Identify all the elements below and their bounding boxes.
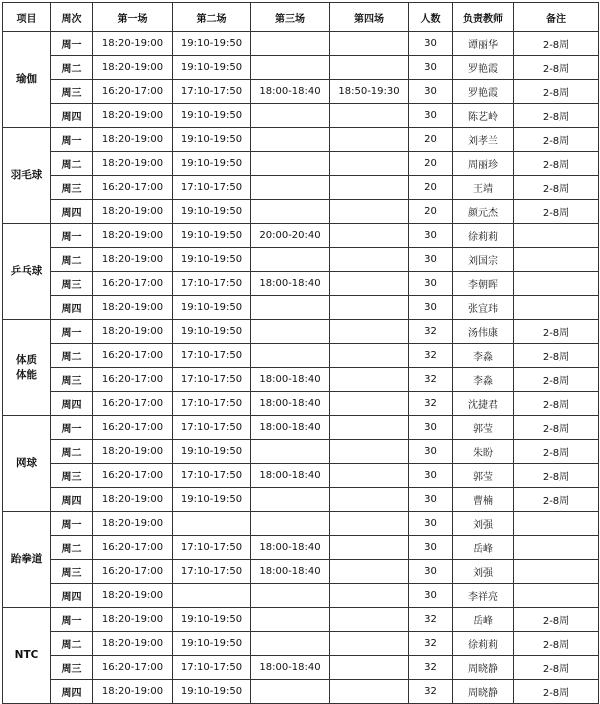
session-2-cell: 19:10-19:50 [173, 320, 251, 344]
note-cell [514, 512, 599, 536]
teacher-cell: 汤伟康 [453, 320, 514, 344]
session-3-cell [251, 608, 330, 632]
note-cell: 2-8周 [514, 416, 599, 440]
project-cell: 瑜伽 [3, 32, 51, 128]
note-cell: 2-8周 [514, 632, 599, 656]
session-2-cell: 19:10-19:50 [173, 200, 251, 224]
teacher-cell: 刘国宗 [453, 248, 514, 272]
session-3-cell [251, 680, 330, 704]
session-4-cell [330, 272, 409, 296]
capacity-cell: 30 [409, 224, 453, 248]
session-4-cell [330, 440, 409, 464]
session-3-cell: 18:00-18:40 [251, 80, 330, 104]
session-2-cell: 19:10-19:50 [173, 56, 251, 80]
note-cell: 2-8周 [514, 392, 599, 416]
teacher-cell: 徐莉莉 [453, 632, 514, 656]
session-2-cell: 19:10-19:50 [173, 608, 251, 632]
week-cell: 周三 [51, 368, 93, 392]
header-row [3, 3, 599, 32]
table-row [3, 680, 599, 704]
teacher-cell: 岳峰 [453, 608, 514, 632]
table-row [3, 392, 599, 416]
session-1-cell: 18:20-19:00 [93, 320, 173, 344]
note-cell [514, 248, 599, 272]
session-2-cell: 19:10-19:50 [173, 488, 251, 512]
session-2-cell: 17:10-17:50 [173, 536, 251, 560]
session-2-cell: 19:10-19:50 [173, 104, 251, 128]
header-cell: 周次 [51, 3, 93, 32]
session-3-cell: 18:00-18:40 [251, 416, 330, 440]
table-row [3, 104, 599, 128]
session-3-cell [251, 320, 330, 344]
session-3-cell: 20:00-20:40 [251, 224, 330, 248]
header-cell: 第四场 [330, 3, 409, 32]
session-4-cell [330, 152, 409, 176]
session-1-cell: 18:20-19:00 [93, 680, 173, 704]
capacity-cell: 30 [409, 440, 453, 464]
table-row [3, 296, 599, 320]
week-cell: 周二 [51, 632, 93, 656]
note-cell: 2-8周 [514, 80, 599, 104]
session-4-cell [330, 176, 409, 200]
teacher-cell: 刘强 [453, 512, 514, 536]
session-1-cell: 16:20-17:00 [93, 656, 173, 680]
week-cell: 周三 [51, 464, 93, 488]
note-cell [514, 584, 599, 608]
session-3-cell [251, 632, 330, 656]
note-cell [514, 272, 599, 296]
session-4-cell [330, 296, 409, 320]
note-cell: 2-8周 [514, 464, 599, 488]
session-1-cell: 18:20-19:00 [93, 32, 173, 56]
session-2-cell: 19:10-19:50 [173, 152, 251, 176]
week-cell: 周四 [51, 488, 93, 512]
table-row [3, 128, 599, 152]
table-row [3, 464, 599, 488]
note-cell: 2-8周 [514, 680, 599, 704]
header-cell: 人数 [409, 3, 453, 32]
teacher-cell: 张宜玮 [453, 296, 514, 320]
table-row [3, 488, 599, 512]
project-cell: 网球 [3, 416, 51, 512]
project-cell: 羽毛球 [3, 128, 51, 224]
note-cell: 2-8周 [514, 440, 599, 464]
teacher-cell: 陈艺岭 [453, 104, 514, 128]
teacher-cell: 王靖 [453, 176, 514, 200]
session-4-cell [330, 416, 409, 440]
table-row [3, 440, 599, 464]
session-3-cell [251, 296, 330, 320]
capacity-cell: 30 [409, 584, 453, 608]
capacity-cell: 30 [409, 80, 453, 104]
header-cell: 负责教师 [453, 3, 514, 32]
session-3-cell: 18:00-18:40 [251, 656, 330, 680]
week-cell: 周四 [51, 296, 93, 320]
session-3-cell [251, 584, 330, 608]
session-1-cell: 18:20-19:00 [93, 128, 173, 152]
session-3-cell [251, 248, 330, 272]
session-2-cell: 17:10-17:50 [173, 464, 251, 488]
note-cell: 2-8周 [514, 368, 599, 392]
session-1-cell: 18:20-19:00 [93, 152, 173, 176]
session-4-cell [330, 632, 409, 656]
session-1-cell: 18:20-19:00 [93, 200, 173, 224]
week-cell: 周二 [51, 440, 93, 464]
session-3-cell [251, 488, 330, 512]
session-2-cell: 17:10-17:50 [173, 368, 251, 392]
session-3-cell [251, 512, 330, 536]
session-2-cell: 19:10-19:50 [173, 296, 251, 320]
session-1-cell: 16:20-17:00 [93, 560, 173, 584]
teacher-cell: 郭莹 [453, 416, 514, 440]
session-3-cell [251, 152, 330, 176]
capacity-cell: 20 [409, 200, 453, 224]
session-4-cell [330, 488, 409, 512]
note-cell: 2-8周 [514, 56, 599, 80]
note-cell: 2-8周 [514, 152, 599, 176]
capacity-cell: 20 [409, 176, 453, 200]
capacity-cell: 30 [409, 56, 453, 80]
teacher-cell: 徐莉莉 [453, 224, 514, 248]
week-cell: 周四 [51, 392, 93, 416]
week-cell: 周二 [51, 56, 93, 80]
week-cell: 周一 [51, 224, 93, 248]
session-4-cell [330, 512, 409, 536]
week-cell: 周四 [51, 200, 93, 224]
header-cell: 备注 [514, 3, 599, 32]
session-1-cell: 18:20-19:00 [93, 632, 173, 656]
session-1-cell: 18:20-19:00 [93, 296, 173, 320]
session-2-cell: 17:10-17:50 [173, 176, 251, 200]
session-1-cell: 18:20-19:00 [93, 488, 173, 512]
session-2-cell: 19:10-19:50 [173, 680, 251, 704]
table-row [3, 80, 599, 104]
teacher-cell: 刘孝兰 [453, 128, 514, 152]
teacher-cell: 岳峰 [453, 536, 514, 560]
session-2-cell: 19:10-19:50 [173, 224, 251, 248]
capacity-cell: 30 [409, 104, 453, 128]
session-2-cell: 17:10-17:50 [173, 80, 251, 104]
session-2-cell: 17:10-17:50 [173, 272, 251, 296]
week-cell: 周一 [51, 32, 93, 56]
teacher-cell: 郭莹 [453, 464, 514, 488]
capacity-cell: 32 [409, 680, 453, 704]
table-row [3, 176, 599, 200]
table-row [3, 584, 599, 608]
session-1-cell: 16:20-17:00 [93, 536, 173, 560]
capacity-cell: 32 [409, 632, 453, 656]
session-3-cell: 18:00-18:40 [251, 560, 330, 584]
teacher-cell: 刘强 [453, 560, 514, 584]
teacher-cell: 周晓静 [453, 680, 514, 704]
session-1-cell: 18:20-19:00 [93, 440, 173, 464]
session-1-cell: 18:20-19:00 [93, 224, 173, 248]
project-cell: 体质 体能 [3, 320, 51, 416]
teacher-cell: 沈捷君 [453, 392, 514, 416]
session-4-cell [330, 248, 409, 272]
session-3-cell [251, 344, 330, 368]
teacher-cell: 罗艳霞 [453, 80, 514, 104]
session-3-cell: 18:00-18:40 [251, 272, 330, 296]
table-row [3, 344, 599, 368]
week-cell: 周三 [51, 656, 93, 680]
note-cell: 2-8周 [514, 656, 599, 680]
schedule-table [2, 2, 599, 704]
session-1-cell: 18:20-19:00 [93, 56, 173, 80]
session-1-cell: 18:20-19:00 [93, 104, 173, 128]
session-3-cell [251, 200, 330, 224]
table-row [3, 608, 599, 632]
teacher-cell: 颜元杰 [453, 200, 514, 224]
note-cell: 2-8周 [514, 200, 599, 224]
teacher-cell: 曹楠 [453, 488, 514, 512]
table-row [3, 224, 599, 248]
session-4-cell [330, 464, 409, 488]
session-2-cell: 17:10-17:50 [173, 392, 251, 416]
note-cell: 2-8周 [514, 176, 599, 200]
teacher-cell: 李朝晖 [453, 272, 514, 296]
week-cell: 周一 [51, 128, 93, 152]
session-3-cell [251, 176, 330, 200]
session-1-cell: 16:20-17:00 [93, 80, 173, 104]
teacher-cell: 周晓静 [453, 656, 514, 680]
session-3-cell [251, 32, 330, 56]
week-cell: 周一 [51, 320, 93, 344]
note-cell: 2-8周 [514, 608, 599, 632]
session-4-cell [330, 104, 409, 128]
session-2-cell [173, 512, 251, 536]
session-1-cell: 16:20-17:00 [93, 392, 173, 416]
capacity-cell: 32 [409, 608, 453, 632]
teacher-cell: 李淼 [453, 368, 514, 392]
capacity-cell: 20 [409, 152, 453, 176]
session-3-cell [251, 440, 330, 464]
table-row [3, 272, 599, 296]
session-3-cell: 18:00-18:40 [251, 392, 330, 416]
capacity-cell: 30 [409, 32, 453, 56]
session-1-cell: 18:20-19:00 [93, 248, 173, 272]
capacity-cell: 30 [409, 296, 453, 320]
session-4-cell [330, 680, 409, 704]
table-row [3, 200, 599, 224]
header-cell: 第三场 [251, 3, 330, 32]
note-cell [514, 536, 599, 560]
week-cell: 周四 [51, 680, 93, 704]
project-cell: 乒乓球 [3, 224, 51, 320]
table-row [3, 320, 599, 344]
session-4-cell [330, 368, 409, 392]
session-1-cell: 16:20-17:00 [93, 344, 173, 368]
table-row [3, 656, 599, 680]
capacity-cell: 20 [409, 128, 453, 152]
session-2-cell: 19:10-19:50 [173, 32, 251, 56]
note-cell [514, 560, 599, 584]
header-cell: 第一场 [93, 3, 173, 32]
capacity-cell: 30 [409, 560, 453, 584]
session-2-cell: 17:10-17:50 [173, 416, 251, 440]
session-1-cell: 16:20-17:00 [93, 464, 173, 488]
session-1-cell: 18:20-19:00 [93, 608, 173, 632]
session-4-cell: 18:50-19:30 [330, 80, 409, 104]
table-row [3, 56, 599, 80]
teacher-cell: 罗艳霞 [453, 56, 514, 80]
capacity-cell: 32 [409, 656, 453, 680]
table-body [3, 32, 599, 704]
session-4-cell [330, 584, 409, 608]
session-1-cell: 16:20-17:00 [93, 368, 173, 392]
week-cell: 周三 [51, 560, 93, 584]
session-4-cell [330, 56, 409, 80]
session-4-cell [330, 128, 409, 152]
session-4-cell [330, 392, 409, 416]
table-row [3, 32, 599, 56]
session-1-cell: 16:20-17:00 [93, 176, 173, 200]
teacher-cell: 周丽珍 [453, 152, 514, 176]
table-row [3, 248, 599, 272]
week-cell: 周三 [51, 176, 93, 200]
session-2-cell: 17:10-17:50 [173, 560, 251, 584]
table-row [3, 152, 599, 176]
session-2-cell: 17:10-17:50 [173, 656, 251, 680]
week-cell: 周一 [51, 608, 93, 632]
session-2-cell: 19:10-19:50 [173, 128, 251, 152]
teacher-cell: 朱盼 [453, 440, 514, 464]
table-row [3, 632, 599, 656]
table-row [3, 512, 599, 536]
session-2-cell: 17:10-17:50 [173, 344, 251, 368]
table-row [3, 368, 599, 392]
session-4-cell [330, 344, 409, 368]
session-4-cell [330, 608, 409, 632]
week-cell: 周四 [51, 104, 93, 128]
week-cell: 周二 [51, 248, 93, 272]
session-4-cell [330, 560, 409, 584]
session-4-cell [330, 536, 409, 560]
capacity-cell: 30 [409, 464, 453, 488]
note-cell: 2-8周 [514, 128, 599, 152]
note-cell [514, 296, 599, 320]
header-cell: 项目 [3, 3, 51, 32]
week-cell: 周三 [51, 80, 93, 104]
note-cell: 2-8周 [514, 488, 599, 512]
teacher-cell: 谭丽华 [453, 32, 514, 56]
session-1-cell: 18:20-19:00 [93, 584, 173, 608]
week-cell: 周二 [51, 344, 93, 368]
note-cell: 2-8周 [514, 104, 599, 128]
capacity-cell: 30 [409, 512, 453, 536]
header-cell: 第二场 [173, 3, 251, 32]
capacity-cell: 30 [409, 416, 453, 440]
note-cell [514, 224, 599, 248]
week-cell: 周四 [51, 584, 93, 608]
session-1-cell: 16:20-17:00 [93, 416, 173, 440]
session-4-cell [330, 320, 409, 344]
week-cell: 周三 [51, 272, 93, 296]
session-4-cell [330, 32, 409, 56]
session-2-cell: 19:10-19:50 [173, 440, 251, 464]
week-cell: 周二 [51, 536, 93, 560]
table-row [3, 416, 599, 440]
capacity-cell: 32 [409, 392, 453, 416]
week-cell: 周一 [51, 512, 93, 536]
capacity-cell: 32 [409, 368, 453, 392]
capacity-cell: 30 [409, 248, 453, 272]
session-4-cell [330, 224, 409, 248]
session-1-cell: 16:20-17:00 [93, 272, 173, 296]
note-cell: 2-8周 [514, 320, 599, 344]
session-3-cell [251, 128, 330, 152]
project-cell: NTC [3, 608, 51, 704]
table-row [3, 536, 599, 560]
note-cell: 2-8周 [514, 344, 599, 368]
capacity-cell: 30 [409, 272, 453, 296]
teacher-cell: 李祥亮 [453, 584, 514, 608]
session-2-cell: 19:10-19:50 [173, 632, 251, 656]
session-3-cell: 18:00-18:40 [251, 536, 330, 560]
session-3-cell: 18:00-18:40 [251, 464, 330, 488]
session-3-cell [251, 104, 330, 128]
session-4-cell [330, 200, 409, 224]
session-2-cell [173, 584, 251, 608]
note-cell: 2-8周 [514, 32, 599, 56]
session-4-cell [330, 656, 409, 680]
capacity-cell: 30 [409, 536, 453, 560]
week-cell: 周二 [51, 152, 93, 176]
teacher-cell: 李淼 [453, 344, 514, 368]
capacity-cell: 32 [409, 344, 453, 368]
session-2-cell: 19:10-19:50 [173, 248, 251, 272]
project-cell: 跆拳道 [3, 512, 51, 608]
session-3-cell: 18:00-18:40 [251, 368, 330, 392]
table-row [3, 560, 599, 584]
session-3-cell [251, 56, 330, 80]
capacity-cell: 32 [409, 320, 453, 344]
session-1-cell: 18:20-19:00 [93, 512, 173, 536]
capacity-cell: 30 [409, 488, 453, 512]
week-cell: 周一 [51, 416, 93, 440]
